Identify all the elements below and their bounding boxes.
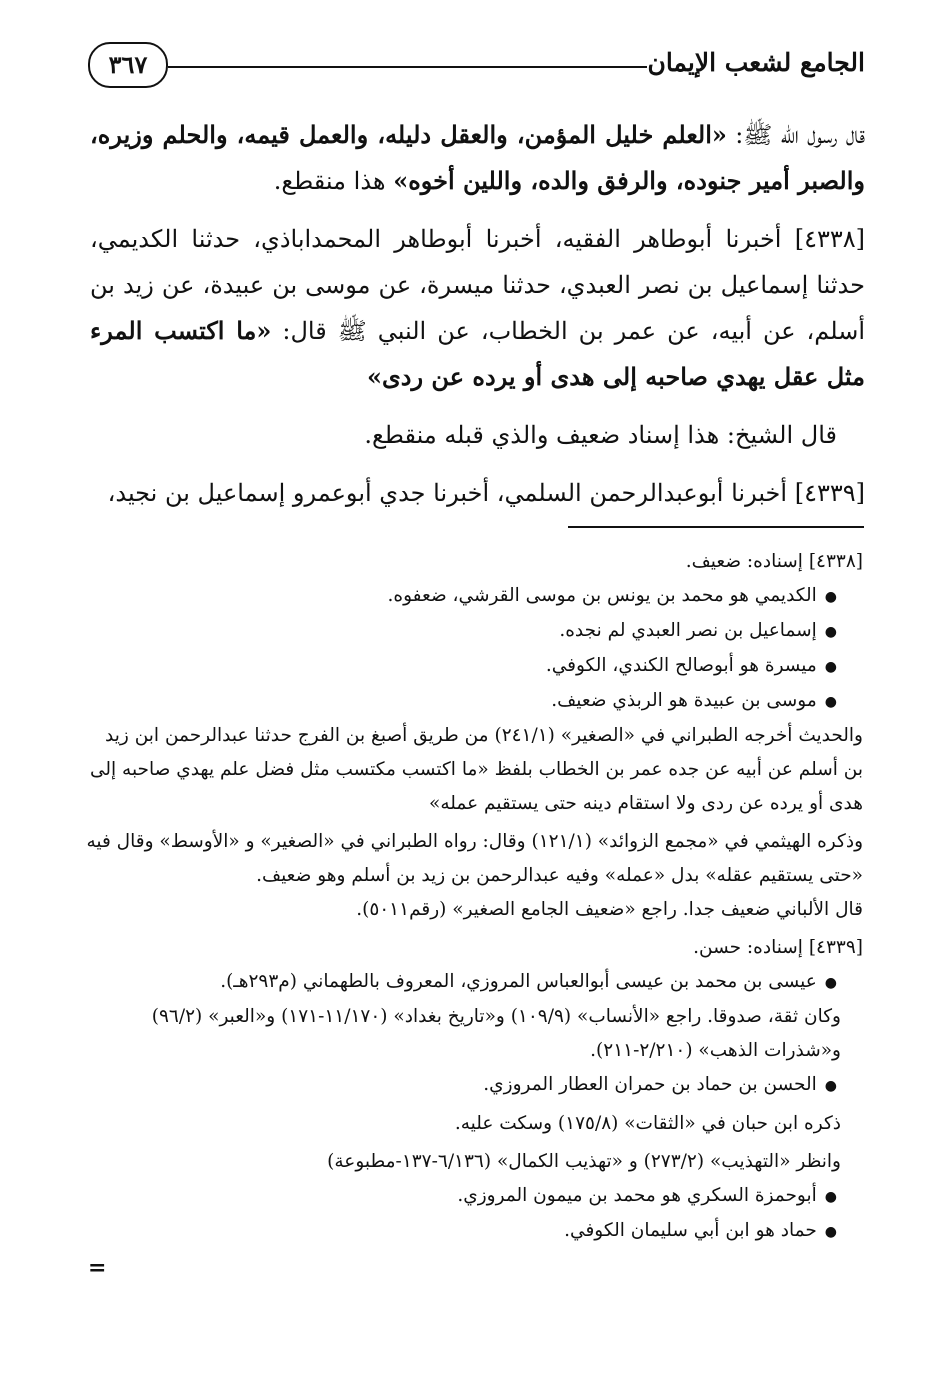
hadith-grade-note: هذا منقطع. [273,167,394,195]
footnote-grade-4338: [٤٣٣٨] إسناده: ضعيف. [685,551,863,572]
footnote-text: والحديث أخرجه الطبراني في «الصغير» (٢٤١/١) من طريق أصبغ بن الفرج حدثنا عبدالرحمن ابن زيد بن أسلم عن أبيه عن جده عمر بن الخطاب بلفظ «ما اكتسب مكتسب مثل فضل علم يهدي صاحبه إلى هدى أو يرده عن ردى ولا استقام دينه حتى يستقيم عمله» [89,725,863,814]
footnote-bullet: ● إسماعيل بن نصر العبدي لم نجده. [86,614,863,649]
hadith-paragraph-4338 [90,216,865,400]
main-text [90,112,865,528]
running-title: الجامع لشعب الإيمان [647,48,865,77]
footnote-subtext: وكان ثقة، صدوقا. راجع «الأنساب» (١٠٩/٩) و«تاريخ بغداد» (١١/١٧٠-١٧١) و«العبر» (٩٦/٢) و«شذرات الذهب» (٢/٢١٠-٢١١). [151,1006,841,1061]
footnote-bullet: ● الكديمي هو محمد بن يونس بن موسى القرشي، ضعفوه. [86,579,863,614]
hadith-paragraph-1 [90,112,865,204]
header-rule [168,66,647,68]
footnote-text: قال الألباني ضعيف جدا. راجع «ضعيف الجامع الصغير» (رقم٥٠١١). [356,899,863,920]
sheikh-comment: قال الشيخ: هذا إسناد ضعيف والذي قبله منقطع. [364,421,837,449]
footnote-text: وذكره الهيثمي في «مجمع الزوائد» (١٢١/١) وقال: رواه الطبراني في «الصغير» و «الأوسط» وقال فيه «حتى يستقيم عقله» بدل «عمله» وفيه عبدالرحمن بن زيد بن أسلم وهو ضعيف. [86,831,863,886]
hadith-text: «ما اكتسب المرء مثل عقل يهدي صاحبه إلى هدى أو يرده عن ردى» [90,316,865,391]
footnote-bullet: ● حماد هو ابن أبي سليمان الكوفي. [86,1214,863,1249]
page-header [88,38,865,94]
footnote-subtext: ذكره ابن حبان في «الثقات» (١٧٥/٨) وسكت عليه. [454,1113,841,1134]
isnad-text: [٤٣٣٨] أخبرنا أبوطاهر الفقيه، أخبرنا أبوطاهر المحمداباذي، حدثنا الكديمي، حدثنا إسماعيل بن نصر العبدي، حدثنا ميسرة، عن موسى بن عبيدة، عن زيد بن أسلم، عن أبيه، عن عمر بن الخطاب، عن النبي ﷺ قال: [90,225,865,345]
footnote-bullet: ● ميسرة هو أبوصالح الكندي، الكوفي. [86,649,863,684]
footnote-separator [568,526,864,528]
continuation-mark: = [88,1255,107,1281]
footnote-bullet: ● أبوحمزة السكري هو محمد بن ميمون المروزي. [86,1179,863,1214]
footnote-grade-4339: [٤٣٣٩] إسناده: حسن. [693,937,863,958]
footnote-bullet: ● عيسى بن محمد بن عيسى أبوالعباس المروزي، المعروف بالطهماني (م٢٩٣هـ). [86,965,863,1000]
footnote-bullet: ● الحسن بن حماد بن حمران العطار المروزي. [86,1068,863,1103]
footnote-bullet: ● موسى بن عبيدة هو الربذي ضعيف. [86,684,863,719]
footnotes [86,545,863,1249]
narration-intro: قال رسول الله ﷺ: [726,121,865,149]
footnote-subtext: وانظر «التهذيب» (٢٧٣/٢) و «تهذيب الكمال» (٦/١٣٦-١٣٧-مطبوعة) [327,1151,841,1172]
hadith-paragraph-4339: [٤٣٣٩] أخبرنا أبوعبدالرحمن السلمي، أخبرنا جدي أبوعمرو إسماعيل بن نجيد، [107,479,865,507]
hadith-text: «العلم خليل المؤمن، والعقل دليله، والعمل قيمه، والحلم وزيره، والصبر أمير جنوده، والرفق والده، واللين أخوه» [90,120,865,195]
page-number: ٣٦٧ [88,42,168,88]
